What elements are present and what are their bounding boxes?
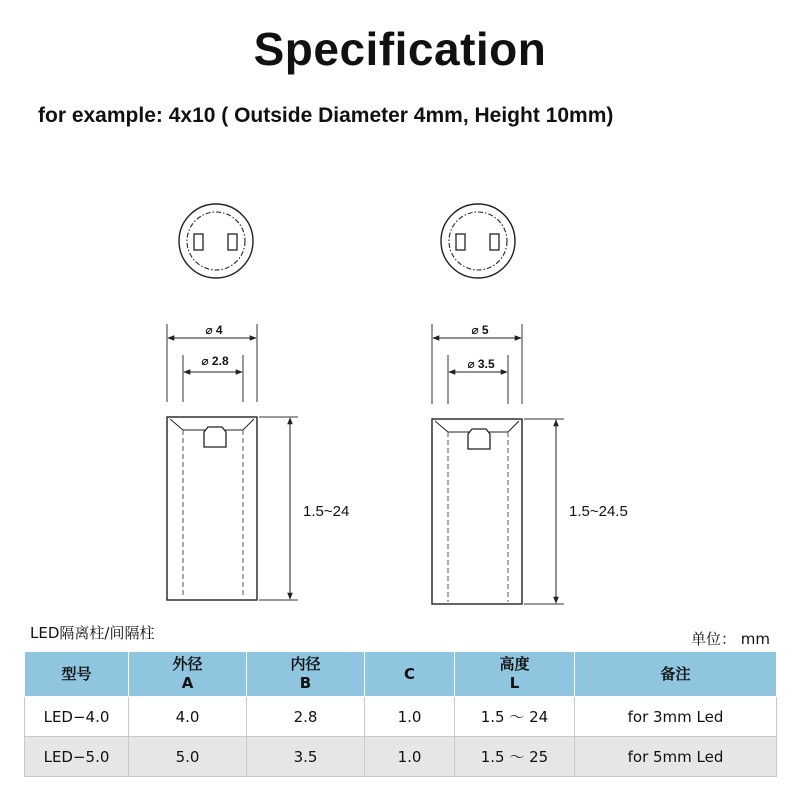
side-view-4mm [167,417,257,600]
cell-model: LED−5.0 [25,737,129,777]
inner-diameter-label-5mm: ⌀ 3.5 [467,357,495,371]
top-view-5mm [441,204,515,278]
height-label-5mm: 1.5~24.5 [569,503,628,520]
cell-inner-diameter: 3.5 [247,737,365,777]
header-model: 型号 [25,652,129,697]
outer-diameter-label-5mm: ⌀ 5 [471,323,489,337]
inner-diameter-dimension-5mm [448,355,508,404]
header-height: 高度 L [455,652,575,697]
header-remarks: 备注 [575,652,777,697]
drawing-4mm [167,204,349,600]
height-label-4mm: 1.5~24 [303,503,350,520]
cell-remarks: for 5mm Led [575,737,777,777]
drawing-5mm [432,204,628,604]
inner-diameter-dimension-4mm [183,354,243,402]
example-subtitle: for example: 4x10 ( Outside Diameter 4mm, Height 10mm) [38,104,614,127]
cell-outer-diameter: 4.0 [129,697,247,737]
header-c: C [365,652,455,697]
cell-outer-diameter: 5.0 [129,737,247,777]
side-view-5mm [432,419,522,604]
cell-height: 1.5 ～ 25 [455,737,575,777]
cell-inner-diameter: 2.8 [247,697,365,737]
header-inner-diameter: 内径 B [247,652,365,697]
cell-remarks: for 3mm Led [575,697,777,737]
cell-model: LED−4.0 [25,697,129,737]
cell-c: 1.0 [365,737,455,777]
cell-c: 1.0 [365,697,455,737]
table-caption: LED隔离柱/间隔柱 [30,624,155,642]
spec-table [24,651,777,777]
height-dimension-4mm [259,417,349,600]
inner-diameter-label-4mm: ⌀ 2.8 [201,354,229,368]
outer-diameter-label-4mm: ⌀ 4 [205,323,223,337]
header-outer-diameter: 外径 A [129,652,247,697]
top-view-4mm [179,204,253,278]
table-row [25,697,777,737]
cell-height: 1.5 ～ 24 [455,697,575,737]
height-dimension-5mm [524,419,628,604]
unit-label: 单位： mm [691,630,770,648]
page-title: Specification [253,23,547,75]
table-row [25,737,777,777]
table-header-row [25,652,777,697]
